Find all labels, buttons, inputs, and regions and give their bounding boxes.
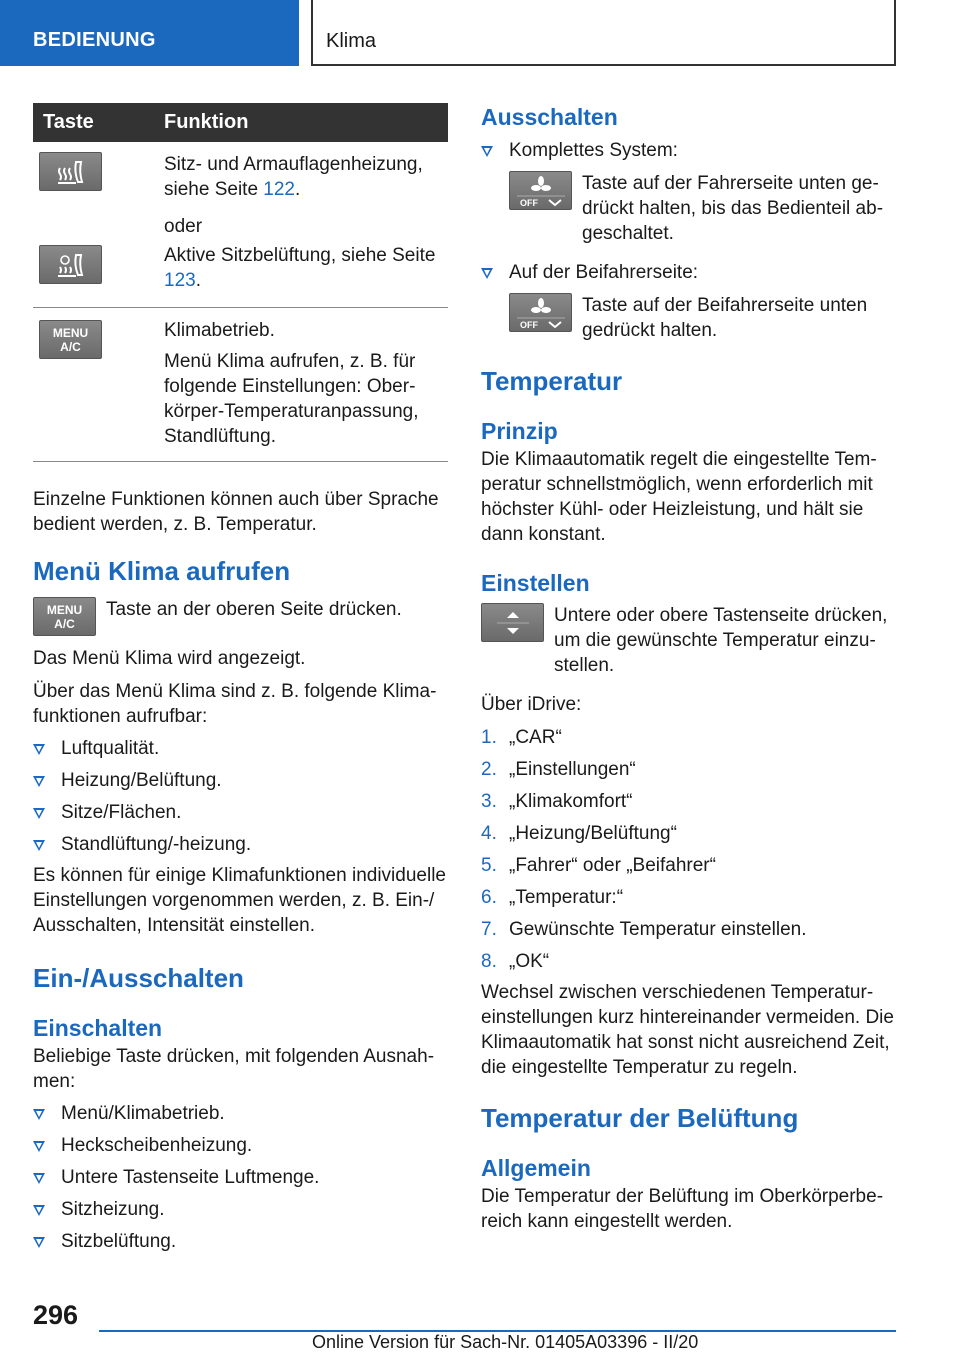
off-label: OFF: [519, 197, 538, 208]
list-item: [481, 789, 896, 814]
header-chapter-label: Klima: [326, 30, 377, 52]
menu-paragraph-3: Es können für einige Klimafunktionen individuelle Einstellungen vorgenommen werden, z. B. Ein-/ Ausschalten, Intensität einstellen.: [33, 865, 446, 936]
step-number: 8.: [481, 951, 497, 972]
page-link-123[interactable]: 123: [164, 270, 196, 291]
list-item: [481, 885, 896, 910]
menu-ac-key-icon: [33, 597, 96, 636]
heading-prinzip: Prinzip: [481, 418, 558, 444]
list-item: [481, 853, 896, 878]
heading-temperatur: Temperatur: [481, 366, 623, 396]
off-list: [481, 138, 896, 343]
bullet-triangle-icon: [33, 840, 45, 851]
key-label-ac: A/C: [60, 339, 81, 354]
step-text: „Fahrer“ oder „Beifahrer“: [509, 855, 716, 876]
list-item-text: Auf der Beifahrerseite:: [509, 262, 699, 283]
footer-text: Online Version für Sach-Nr. 01405A03396 - II/20: [312, 1332, 699, 1352]
set-key-row: [481, 603, 896, 678]
step-number: 1.: [481, 727, 497, 748]
header-chapter-box: [311, 0, 896, 66]
step-number: 7.: [481, 919, 497, 940]
list-item: [33, 1133, 448, 1158]
temperature-up-down-key-icon: [481, 603, 544, 642]
list-item: [481, 821, 896, 846]
list-item: [33, 768, 448, 793]
bullet-triangle-icon: [33, 808, 45, 819]
list-item: [481, 138, 896, 246]
list-item: [33, 1101, 448, 1126]
table-row: [33, 239, 448, 308]
page-link-122[interactable]: 122: [263, 179, 295, 200]
idrive-steps-list: [481, 725, 896, 974]
on-items-list: [33, 1101, 448, 1254]
list-item-text: Heizung/Belüftung.: [61, 770, 222, 791]
list-item-text: Sitzbelüftung.: [61, 1231, 177, 1252]
table-header-row: [33, 103, 448, 142]
step-text: „CAR“: [509, 727, 562, 748]
list-item: [33, 1197, 448, 1222]
bullet-triangle-icon: [33, 1109, 45, 1120]
list-item-text: Menü/Klimabetrieb.: [61, 1103, 225, 1124]
list-item-text: Standlüftung/-heizung.: [61, 834, 252, 855]
list-item: [481, 725, 896, 750]
row-text: Aktive Sitzbelüftung, siehe Seite: [164, 245, 436, 266]
heading-ein-ausschalten: Ein-/Ausschalten: [33, 963, 244, 993]
step-number: 4.: [481, 823, 497, 844]
heading-einstellen: Einstellen: [481, 570, 590, 596]
step-number: 3.: [481, 791, 497, 812]
list-item: [33, 1165, 448, 1190]
step-text: Gewünschte Temperatur einstellen.: [509, 919, 807, 940]
list-item: [481, 757, 896, 782]
heading-allgemein: Allgemein: [481, 1155, 591, 1181]
list-item-text: Sitze/Flächen.: [61, 802, 182, 823]
heading-einschalten: Einschalten: [33, 1015, 163, 1041]
right-column: [481, 103, 896, 1234]
seat-ventilation-icon: [39, 245, 102, 284]
table-row: [33, 142, 448, 239]
list-item-text: Sitzheizung.: [61, 1199, 165, 1220]
off-key-row: [509, 171, 896, 246]
off-label: OFF: [519, 319, 538, 330]
row-extra: Menü Klima aufrufen, z. B. für folgende Einstellungen: Oberkörper-Temperaturanpassung, Standlüftung.: [164, 351, 419, 447]
list-item: [481, 949, 896, 974]
principle-paragraph: Die Klimaautomatik regelt die eingestellte Temperatur schnellstmöglich, wenn erforderlich mit höchster Kühl- oder Heizleistung, und hält sie dann konstant.: [481, 449, 877, 545]
header-section-label: BEDIENUNG: [33, 29, 156, 51]
page-number: 296: [33, 1300, 79, 1330]
heading-temperatur-belueftung: Temperatur der Belüftung: [481, 1103, 799, 1133]
left-column: [33, 103, 448, 1254]
step-number: 2.: [481, 759, 497, 780]
step-text: „Klimakomfort“: [509, 791, 633, 812]
list-item: [33, 736, 448, 761]
heading-menu-klima: Menü Klima aufrufen: [33, 556, 291, 586]
off-key-text-2: Taste auf der Beifahrerseite unten gedrückt halten.: [582, 295, 868, 341]
row-text-end: .: [295, 179, 301, 200]
list-item-text: Heckscheibenheizung.: [61, 1135, 253, 1156]
step-number: 5.: [481, 855, 497, 876]
list-item: [33, 800, 448, 825]
off-key-text-1: Taste auf der Fahrerseite unten gedrückt halten, bis das Bedienteil abgeschaltet.: [582, 173, 884, 244]
list-item-text: Untere Tastenseite Luftmenge.: [61, 1167, 320, 1188]
function-table: [33, 103, 448, 462]
bullet-triangle-icon: [33, 744, 45, 755]
list-item: [33, 832, 448, 857]
row-text-end: .: [195, 270, 201, 291]
menu-key-text: Taste an der oberen Seite drücken.: [106, 599, 402, 620]
row-extra: oder: [164, 216, 203, 237]
list-item: [33, 1229, 448, 1254]
list-item-text: Luftqualität.: [61, 738, 160, 759]
key-label-menu: MENU: [46, 602, 83, 617]
table-row: [33, 308, 448, 462]
seat-heating-icon: [39, 152, 102, 191]
idrive-paragraph: Über iDrive:: [481, 694, 582, 715]
step-text: „Heizung/Belüftung“: [509, 823, 677, 844]
bullet-triangle-icon: [33, 776, 45, 787]
menu-paragraph-2: Über das Menü Klima sind z. B. folgende Klimafunktionen aufrufbar:: [33, 681, 437, 727]
bullet-triangle-icon: [33, 1237, 45, 1248]
bullet-triangle-icon: [33, 1173, 45, 1184]
row-text: Sitz- und Armauflagenheizung, siehe Seite: [164, 154, 423, 200]
fan-off-key-icon: [509, 293, 572, 332]
step-text: „OK“: [509, 951, 550, 972]
list-item: [481, 917, 896, 942]
menu-ac-key-icon: [39, 320, 102, 359]
key-label-ac: A/C: [54, 616, 75, 631]
menu-paragraph-1: Das Menü Klima wird angezeigt.: [33, 648, 306, 669]
bullet-triangle-icon: [33, 1141, 45, 1152]
off-key-row: [509, 293, 896, 343]
general-paragraph: Die Temperatur der Belüftung im Oberkörperbereich kann eingestellt werden.: [481, 1186, 884, 1232]
step-text: „Einstellungen“: [509, 759, 636, 780]
key-label-menu: MENU: [52, 325, 89, 340]
fan-off-key-icon: [509, 171, 572, 210]
header-section-tab: [0, 0, 299, 66]
table-header-function: Funktion: [156, 103, 448, 142]
intro-paragraph: Einzelne Funktionen können auch über Sprache bedient werden, z. B. Temperatur.: [33, 489, 439, 535]
menu-items-list: [33, 736, 448, 857]
list-item-text: Komplettes System:: [509, 140, 678, 161]
bullet-triangle-icon: [33, 1205, 45, 1216]
step-number: 6.: [481, 887, 497, 908]
switch-paragraph: Wechsel zwischen verschiedenen Temperatureinstellungen kurz hintereinander vermeiden. Die Klimaautomatik hat sonst nicht ausreichend Zeit, die eingestellte Temperatur zu regeln.: [481, 982, 894, 1078]
bullet-triangle-icon: [481, 268, 493, 279]
table-header-key: Taste: [33, 103, 156, 142]
step-text: „Temperatur:“: [509, 887, 624, 908]
set-key-text: Untere oder obere Tastenseite drücken, um die gewünschte Temperatur einzustellen.: [554, 605, 888, 676]
row-text: Klimabetrieb.: [164, 320, 275, 341]
menu-key-row: [33, 597, 448, 636]
heading-ausschalten: Ausschalten: [481, 104, 618, 130]
list-item: [481, 260, 896, 343]
on-paragraph: Beliebige Taste drücken, mit folgenden Ausnahmen:: [33, 1046, 435, 1092]
bullet-triangle-icon: [481, 146, 493, 157]
